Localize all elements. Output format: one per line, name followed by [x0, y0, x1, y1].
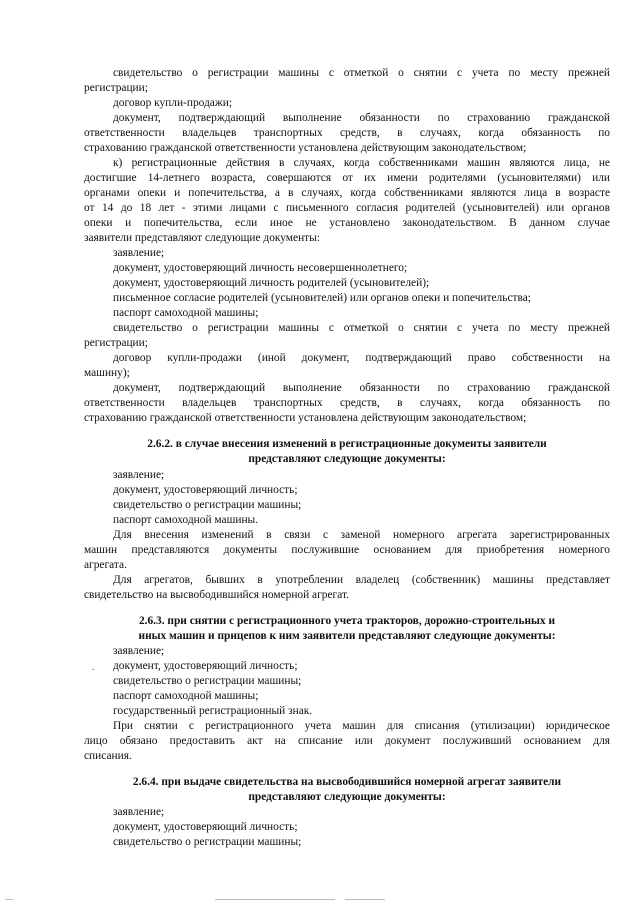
- list-item: документ, удостоверяющий личность несовершеннолетнего;: [113, 262, 408, 274]
- body-line: опеки и попечительства, если иное не установлено законодательством. В данном случае: [84, 217, 610, 229]
- section-heading-2-6-4-cont: представляют следующие документы:: [248, 791, 446, 803]
- list-item: паспорт самоходной машины.: [113, 514, 259, 526]
- section-heading-2-6-4: 2.6.4. при выдаче свидетельства на высвободившийся номерной агрегат заявители: [132, 776, 562, 788]
- list-item: заявление;: [113, 806, 165, 818]
- body-line: свидетельство о регистрации машины с отметкой о снятии с учета по месту прежней: [113, 67, 610, 79]
- list-item: свидетельство о регистрации машины;: [113, 499, 302, 511]
- list-item: государственный регистрационный знак.: [113, 705, 313, 717]
- section-heading-2-6-2: 2.6.2. в случае внесения изменений в регистрационные документы заявители: [147, 438, 547, 450]
- body-line: свидетельство о регистрации машины с отметкой о снятии с учета по месту прежней: [113, 322, 610, 334]
- body-line: договор купли-продажи (иной документ, подтверждающий право собственности на: [113, 352, 610, 364]
- body-line: машин представляются документы послужившие основанием для приобретения номерного: [84, 544, 610, 556]
- list-item: заявление;: [113, 645, 165, 657]
- body-line: документ, подтверждающий выполнение обязанности по страхованию гражданской: [113, 112, 610, 124]
- body-line: документ, подтверждающий выполнение обязанности по страхованию гражданской: [113, 382, 610, 394]
- section-heading-2-6-3: 2.6.3. при снятии с регистрационного учета тракторов, дорожно-строительных и: [138, 615, 556, 627]
- body-line: страхованию гражданской ответственности установлена действующим законодательством;: [84, 142, 527, 154]
- body-line: достигшие 14-летнего возраста, совершаются от их имени родителями (усыновителями) или: [84, 172, 610, 184]
- list-item: документ, удостоверяющий личность;: [113, 484, 298, 496]
- body-line: договор купли-продажи;: [113, 97, 232, 109]
- body-line: При снятии с регистрационного учета машин для списания (утилизации) юридическое: [113, 720, 610, 732]
- list-item: заявление;: [113, 247, 165, 259]
- body-line: к) регистрационные действия в случаях, когда собственниками машин являются лица, не: [113, 157, 610, 169]
- list-item: документ, удостоверяющий личность родителей (усыновителей);: [113, 277, 430, 289]
- list-item: документ, удостоверяющий личность;: [113, 821, 298, 833]
- list-item: паспорт самоходной машины;: [113, 690, 259, 702]
- body-line: лицо обязано предоставить акт на списание или документ послуживший основанием для: [84, 735, 610, 747]
- list-item: свидетельство о регистрации машины;: [113, 836, 302, 848]
- stray-mark: .: [92, 662, 95, 672]
- body-line: страхованию гражданской ответственности установлена действующим законодательством;: [84, 412, 527, 424]
- body-line: списания.: [84, 750, 132, 762]
- list-item: документ, удостоверяющий личность;: [113, 660, 298, 672]
- section-heading-2-6-3-cont: иных машин и прицепов к ним заявители представляют следующие документы:: [138, 630, 556, 642]
- body-line: свидетельство на высвободившийся номерной агрегат.: [84, 589, 349, 601]
- body-line: ответственности владельцев транспортных средств, в случаях, когда обязанность по: [84, 127, 610, 139]
- list-item: паспорт самоходной машины;: [113, 307, 259, 319]
- body-line: органами опеки и попечительства, а в случаях, когда собственниками являются лица в возрасте: [84, 187, 610, 199]
- list-item: письменное согласие родителей (усыновителей) или органов опеки и попечительства;: [113, 292, 531, 304]
- body-line: заявители представляют следующие документы:: [84, 232, 320, 244]
- list-item: заявление;: [113, 469, 165, 481]
- body-line: ответственности владельцев транспортных средств, в случаях, когда обязанность по: [84, 397, 610, 409]
- list-item: свидетельство о регистрации машины;: [113, 675, 302, 687]
- body-line: Для внесения изменений в связи с заменой номерного агрегата зарегистрированных: [113, 529, 610, 541]
- body-line: регистрации;: [84, 82, 148, 94]
- body-line: машину);: [84, 367, 130, 379]
- body-line: регистрации;: [84, 337, 148, 349]
- body-line: агрегата.: [84, 559, 127, 571]
- body-line: Для агрегатов, бывших в употреблении владелец (собственник) машины представляет: [113, 574, 610, 586]
- scan-artifact: [0, 899, 640, 901]
- section-heading-2-6-2-cont: представляют следующие документы:: [248, 453, 446, 465]
- body-line: от 14 до 18 лет - этими лицами с письменного согласия родителей (усыновителей) или органов: [84, 202, 610, 214]
